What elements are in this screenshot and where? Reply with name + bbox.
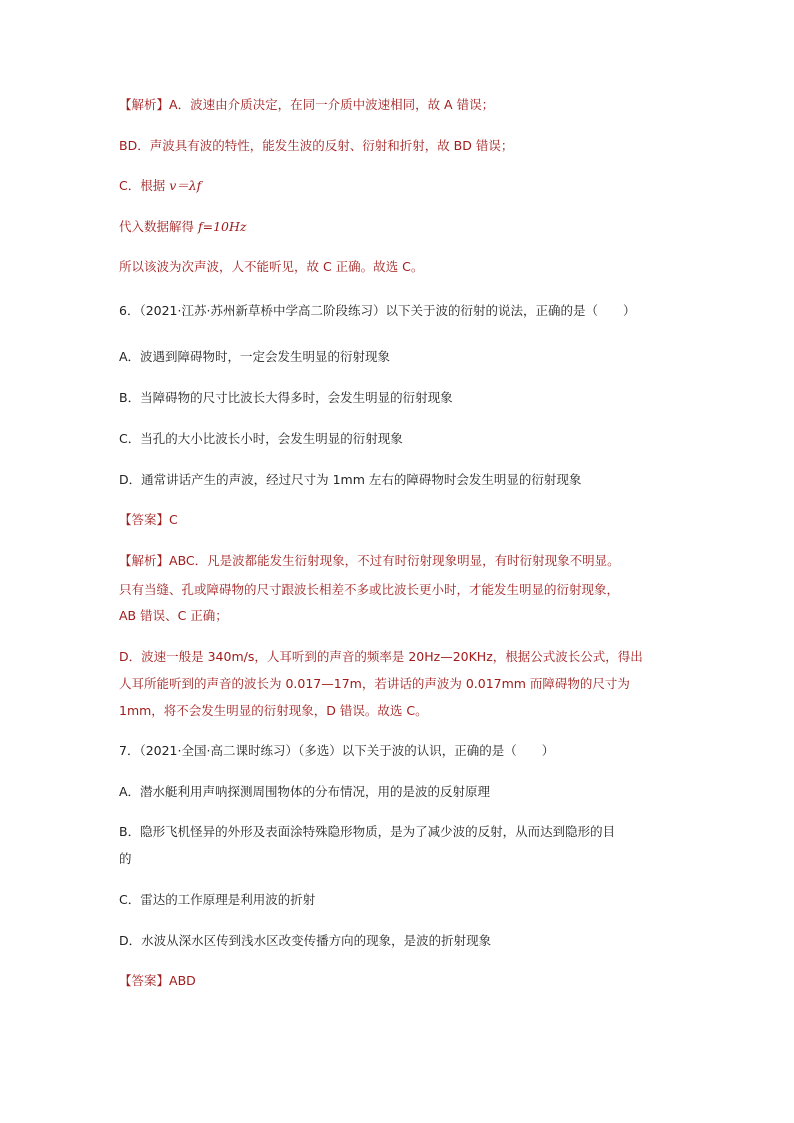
question7-option-b-cont: 的 bbox=[119, 851, 132, 866]
question6-option-a: A．波遇到障碍物时，一定会发生明显的衍射现象 bbox=[119, 349, 391, 364]
question7-option-c: C．雷达的工作原理是利用波的折射 bbox=[119, 892, 316, 907]
question6-analysis-d-1: D．波速一般是 340m/s，人耳听到的声音的频率是 20Hz—20KHz，根据公式波长公式，得出 bbox=[119, 649, 643, 664]
analysis-label: 【解析】 bbox=[119, 553, 170, 568]
answer-value: ABD bbox=[169, 973, 196, 988]
question6-analysis-abc-3: AB 错误、C 正确； bbox=[119, 608, 228, 623]
formula: v＝λf bbox=[169, 178, 202, 193]
question6-option-d: D．通常讲话产生的声波，经过尺寸为 1mm 左右的障碍物时会发生明显的衍射现象 bbox=[119, 472, 582, 487]
question6-option-c: C．当孔的大小比波长小时，会发生明显的衍射现象 bbox=[119, 431, 403, 446]
question6-stem: 6．（2021·江苏·苏州新草桥中学高二阶段练习）以下关于波的衍射的说法，正确的是（ ） bbox=[119, 303, 636, 318]
question7-answer bbox=[119, 971, 196, 991]
analysis-option-c bbox=[119, 176, 201, 196]
result: f=10Hz bbox=[197, 219, 247, 234]
answer-label: 【答案】 bbox=[119, 512, 170, 527]
analysis-label: 【解析】 bbox=[119, 97, 170, 112]
question6-analysis-d-3: 1mm，将不会发生明显的衍射现象，D 错误。故选 C。 bbox=[119, 703, 428, 718]
data-prefix: 代入数据解得 bbox=[119, 219, 198, 234]
analysis-conclusion: 所以该波为次声波，人不能听见，故 C 正确。故选 C。 bbox=[119, 259, 424, 274]
analysis-option-bd: BD．声波具有波的特性，能发生波的反射、衍射和折射，故 BD 错误； bbox=[119, 138, 514, 153]
analysis-option-a: A．波速由介质决定，在同一介质中波速相同，故 A 错误； bbox=[169, 97, 495, 112]
question7-stem: 7．（2021·全国·高二课时练习）（多选）以下关于波的认识，正确的是（ ） bbox=[119, 743, 555, 758]
analysis-text: ABC．凡是波都能发生衍射现象，不过有时衍射现象明显，有时衍射现象不明显。 bbox=[169, 553, 620, 568]
answer-label: 【答案】 bbox=[119, 973, 170, 988]
question7-option-b: B．隐形飞机怪异的外形及表面涂特殊隐形物质，是为了减少波的反射，从而达到隐形的目 bbox=[119, 824, 616, 839]
question6-analysis-abc-2: 只有当缝、孔或障碍物的尺寸跟波长相差不多或比波长更小时，才能发生明显的衍射现象， bbox=[119, 582, 620, 597]
question7-option-d: D．水波从深水区传到浅水区改变传播方向的现象，是波的折射现象 bbox=[119, 933, 492, 948]
analysis-data-line bbox=[119, 217, 246, 237]
question6-option-b: B．当障碍物的尺寸比波长大得多时，会发生明显的衍射现象 bbox=[119, 390, 453, 405]
option-c-prefix: C．根据 bbox=[119, 178, 170, 193]
question7-option-a: A．潜水艇利用声呐探测周围物体的分布情况，用的是波的反射原理 bbox=[119, 784, 491, 799]
question6-answer bbox=[119, 510, 178, 530]
analysis-line-a bbox=[119, 95, 494, 115]
question6-analysis-abc-1 bbox=[119, 551, 620, 571]
question6-analysis-d-2: 人耳所能听到的声音的波长为 0.017—17m，若讲话的声波为 0.017mm 而障碍物的尺寸为 bbox=[119, 676, 630, 691]
answer-value: C bbox=[169, 512, 178, 527]
